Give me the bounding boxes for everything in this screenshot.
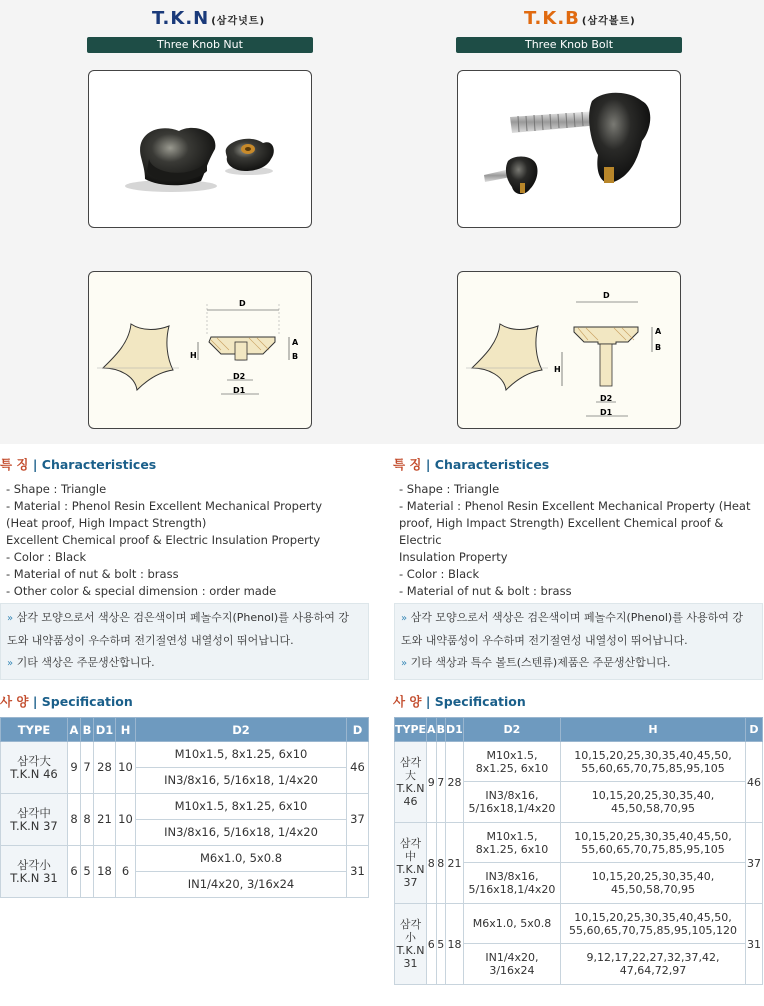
col-header: A: [427, 718, 437, 742]
col-header: H: [116, 718, 136, 742]
table-row: [1, 794, 369, 820]
characteristic-line: (Heat proof, High Impact Strength): [6, 516, 207, 530]
product-title-bolt: [524, 8, 636, 29]
characteristic-line: - Material : Phenol Resin Excellent Mechanical Property (Heat: [399, 499, 751, 513]
table-row: [395, 742, 763, 782]
characteristics-list: [6, 481, 378, 600]
korean-notes: [0, 603, 369, 680]
specification-heading: 사 양 | Specification: [393, 694, 526, 709]
specification-heading: 사 양 | Specification: [0, 694, 133, 709]
cell-b: 5: [436, 904, 445, 985]
label-a: A: [655, 327, 662, 336]
cell-d: 31: [746, 904, 763, 985]
bolt-dimension-drawing: [458, 272, 681, 429]
arrow-icon: »: [7, 613, 14, 624]
product-code: T.K.B: [524, 8, 580, 29]
nut-drawing: [88, 271, 312, 429]
characteristic-line: proof, High Impact Strength) Excellent Chemical proof & Electric: [399, 516, 724, 547]
cell-d1: 28: [94, 742, 116, 794]
characteristic-line: - Color : Black: [6, 550, 87, 564]
cell-h: 10,15,20,25,30,35,40,45,50, 55,60,65,70,75,85,95,105: [560, 823, 745, 863]
label-d: D: [239, 299, 246, 308]
label-d: D: [603, 291, 610, 300]
cell-d2: M6x1.0, 5x0.8: [136, 846, 347, 872]
label-h: H: [190, 351, 197, 360]
col-header: D1: [445, 718, 463, 742]
characteristic-line: - Shape : Triangle: [399, 482, 500, 496]
label-d1: D1: [233, 386, 246, 395]
nut-dimension-drawing: [89, 272, 312, 429]
cell-h: 10,15,20,25,30,35,40, 45,50,58,70,95: [560, 863, 745, 904]
note-text: 삼각 모양으로서 색상은 검은색이며 페놀수지(Phenol)를 사용하여 강: [410, 611, 743, 624]
product-kr-name: (삼각볼트): [581, 16, 636, 27]
cell-h: 10,15,20,25,30,35,40,45,50, 55,60,65,70,75,85,95,105,120: [560, 904, 745, 944]
note-text: 삼각 모양으로서 색상은 검은색이며 페놀수지(Phenol)를 사용하여 강: [16, 611, 349, 624]
spec-table-nut: [0, 717, 369, 898]
cell-d2: IN3/8x16, 5/16x18,1/4x20: [463, 782, 560, 823]
characteristics-heading: 특 징 | Characteristices: [0, 457, 157, 472]
col-header: D2: [136, 718, 347, 742]
cell-d2: M6x1.0, 5x0.8: [463, 904, 560, 944]
cell-d: 46: [746, 742, 763, 823]
cell-d1: 21: [94, 794, 116, 846]
cell-b: 8: [81, 794, 94, 846]
product-kr-name: (삼각넛트): [211, 16, 266, 27]
cell-h: 10,15,20,25,30,35,40, 45,50,58,70,95: [560, 782, 745, 823]
col-header: H: [560, 718, 745, 742]
cell-d2: IN1/4x20, 3/16x24: [463, 944, 560, 985]
label-b: B: [292, 352, 299, 361]
cell-d1: 18: [445, 904, 463, 985]
cell-d1: 28: [445, 742, 463, 823]
col-header: TYPE: [395, 718, 427, 742]
cell-d2: IN3/8x16, 5/16x18,1/4x20: [463, 863, 560, 904]
col-header: D: [746, 718, 763, 742]
characteristic-line: - Other color & special dimension : order made: [6, 584, 277, 598]
cell-d: 31: [347, 846, 369, 898]
type-cell: 삼각小 T.K.N 31: [1, 846, 68, 898]
product-en-name-bar: Three Knob Bolt: [456, 37, 682, 53]
cell-h: 9,12,17,22,27,32,37,42, 47,64,72,97: [560, 944, 745, 985]
col-header: TYPE: [1, 718, 68, 742]
nut-photo-image: [89, 71, 312, 228]
characteristic-line: - Material : Phenol Resin Excellent Mechanical Property: [6, 499, 323, 513]
cell-h: 6: [116, 846, 136, 898]
cell-d: 37: [746, 823, 763, 904]
note-text: 기타 색상은 주문생산합니다.: [16, 656, 155, 669]
col-header: D2: [463, 718, 560, 742]
col-header: B: [81, 718, 94, 742]
cell-d: 37: [347, 794, 369, 846]
arrow-icon: »: [401, 658, 408, 669]
bolt-photo: [457, 70, 681, 228]
cell-d2: M10x1.5, 8x1.25, 6x10: [136, 794, 347, 820]
label-b: B: [655, 343, 662, 352]
characteristic-line: Insulation Property: [399, 550, 508, 564]
cell-a: 9: [427, 742, 437, 823]
table-row: [1, 742, 369, 768]
table-row: [395, 823, 763, 863]
col-header: D1: [94, 718, 116, 742]
characteristic-line: - Material of nut & bolt : brass: [6, 567, 179, 581]
characteristic-line: - Material of nut & bolt : brass: [399, 584, 572, 598]
type-cell: 삼각 大 T.K.N 46: [395, 742, 427, 823]
cell-h: 10,15,20,25,30,35,40,45,50, 55,60,65,70,75,85,95,105: [560, 742, 745, 782]
cell-a: 9: [68, 742, 81, 794]
cell-d1: 18: [94, 846, 116, 898]
product-code: T.K.N: [152, 8, 210, 29]
characteristic-line: - Color : Black: [399, 567, 480, 581]
note-text: 도와 내약품성이 우수하며 전기절연성 내열성이 뛰어납니다.: [401, 634, 688, 647]
cell-d2: M10x1.5, 8x1.25, 6x10: [463, 823, 560, 863]
cell-d1: 21: [445, 823, 463, 904]
cell-a: 8: [68, 794, 81, 846]
cell-h: 10: [116, 742, 136, 794]
arrow-icon: »: [401, 613, 408, 624]
label-d1: D1: [600, 408, 613, 417]
cell-d2: IN3/8x16, 5/16x18, 1/4x20: [136, 768, 347, 794]
table-header-row: [395, 718, 763, 742]
col-header: A: [68, 718, 81, 742]
col-header: B: [436, 718, 445, 742]
cell-d2: IN1/4x20, 3/16x24: [136, 872, 347, 898]
cell-d: 46: [347, 742, 369, 794]
cell-d2: M10x1.5, 8x1.25, 6x10: [136, 742, 347, 768]
table-row: [1, 846, 369, 872]
characteristics-heading: 특 징 | Characteristices: [393, 457, 550, 472]
cell-a: 6: [68, 846, 81, 898]
bolt-drawing: [457, 271, 681, 429]
col-header: D: [347, 718, 369, 742]
cell-b: 7: [436, 742, 445, 823]
label-d2: D2: [233, 372, 246, 381]
label-h: H: [554, 365, 561, 374]
cell-b: 5: [81, 846, 94, 898]
product-en-name-bar: Three Knob Nut: [87, 37, 313, 53]
cell-d2: IN3/8x16, 5/16x18, 1/4x20: [136, 820, 347, 846]
cell-b: 8: [436, 823, 445, 904]
cell-h: 10: [116, 794, 136, 846]
characteristic-line: Excellent Chemical proof & Electric Insulation Property: [6, 533, 321, 547]
korean-notes: [394, 603, 763, 680]
table-header-row: [1, 718, 369, 742]
type-cell: 삼각 中 T.K.N 37: [395, 823, 427, 904]
spec-table-bolt: [394, 717, 763, 985]
arrow-icon: »: [7, 658, 14, 669]
characteristics-list: [399, 481, 763, 617]
type-cell: 삼각 小 T.K.N 31: [395, 904, 427, 985]
note-text: 도와 내약품성이 우수하며 전기절연성 내열성이 뛰어납니다.: [7, 634, 294, 647]
label-d2: D2: [600, 394, 613, 403]
nut-photo: [88, 70, 312, 228]
table-row: [395, 904, 763, 944]
product-title-nut: [152, 8, 265, 29]
bolt-photo-image: [458, 71, 681, 228]
cell-a: 6: [427, 904, 437, 985]
cell-a: 8: [427, 823, 437, 904]
characteristic-line: - Shape : Triangle: [6, 482, 107, 496]
type-cell: 삼각中 T.K.N 37: [1, 794, 68, 846]
cell-b: 7: [81, 742, 94, 794]
type-cell: 삼각大 T.K.N 46: [1, 742, 68, 794]
cell-d2: M10x1.5, 8x1.25, 6x10: [463, 742, 560, 782]
label-a: A: [292, 338, 299, 347]
note-text: 기타 색상과 특수 볼트(스텐류)제품은 주문생산합니다.: [410, 656, 671, 669]
